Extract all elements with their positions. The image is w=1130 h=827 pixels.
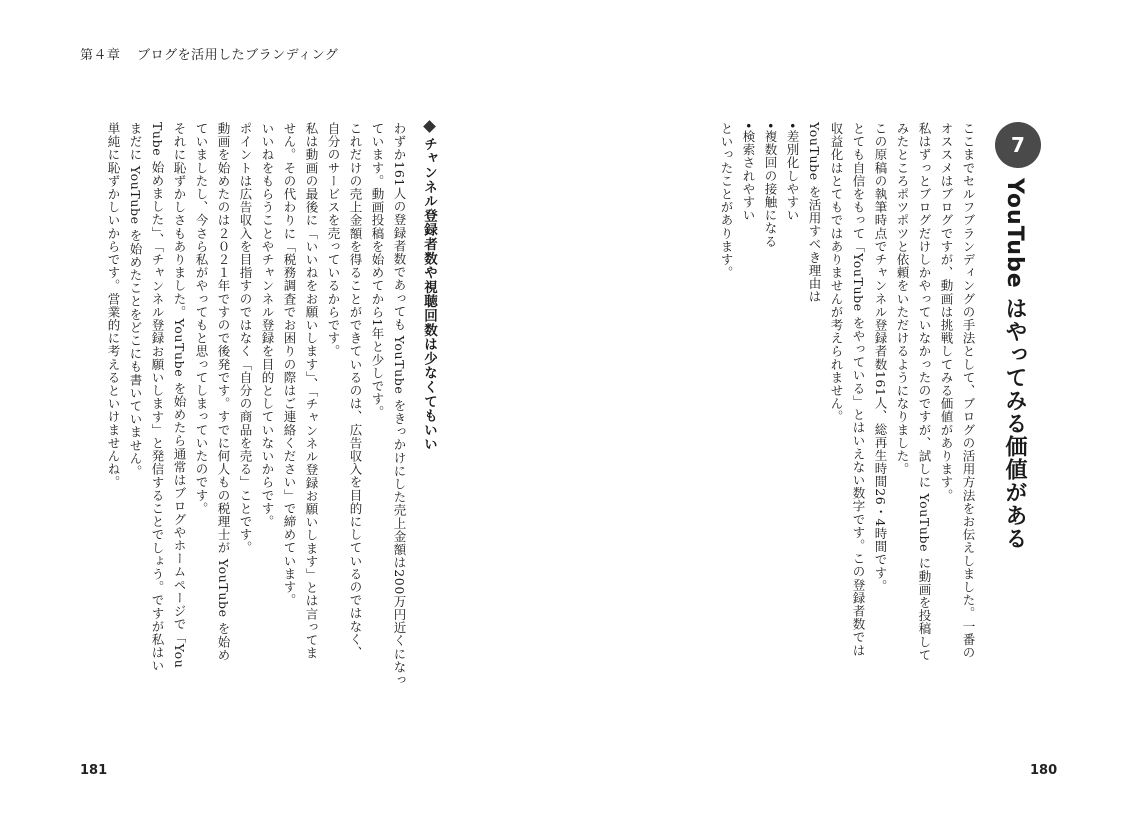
page-number-left: 181	[80, 763, 108, 778]
body-line: まだに YouTube を始めたことをどこにも書いていません。	[128, 122, 143, 479]
body-line: 自分のサービスを売っているからです。	[326, 122, 341, 358]
body-line: オススメはブログですが、動画は挑戦してみる価値があります。	[939, 122, 954, 502]
body-line: これだけの売上金額を得ることができているのは、広告収入を目的にしているのではなく、	[348, 122, 363, 660]
body-line: 収益化はとてもではありませんが考えられません。	[829, 122, 844, 424]
body-line: YouTube を活用すべき理由は	[807, 122, 822, 304]
page-number-right: 180	[1030, 763, 1058, 778]
bullet-item: •複数回の接触になる	[763, 122, 778, 248]
chapter-label: 第４章	[80, 48, 121, 63]
body-line: せん。その代わりに「税務調査でお困りの際はご連絡ください」で締めています。	[282, 122, 297, 607]
body-line: それに恥ずかしさもありました。YouTube を始めたら通常はブログやホームページで「You	[172, 122, 187, 669]
right-page-body	[663, 122, 979, 732]
spacer	[410, 122, 418, 732]
body-line: 動画を始めたのは２０２１年ですので後発です。すでに何人もの税理士が YouTube を始め	[216, 122, 231, 662]
diamond-bullet-icon	[423, 120, 436, 133]
section-number-badge: 7	[995, 122, 1041, 168]
body-line: ていましたし、今さら私がやってもと思ってしまっていたのです。	[194, 122, 209, 515]
body-line: わずか161人の登録者数であっても YouTube をきっかけにした売上金額は200万円近くになっ	[392, 122, 407, 687]
body-line: いいねをもらうことやチャンネル登録を目的としていないからです。	[260, 122, 275, 529]
body-line: Tube 始めました」、「チャンネル登録お願いします」と発信することでしょう。ですが私はい	[150, 122, 165, 673]
bullet-item: •差別化しやすい	[785, 122, 800, 222]
subheading-text: チャンネル登録者数や視聴回数は少なくてもいい	[421, 137, 437, 452]
body-line: みたところポツポツと依頼をいただけるようになりました。	[895, 122, 910, 476]
body-line: 私はずっとブログだけしかやっていなかったのですが、試しに YouTube に動画を投稿して	[917, 122, 932, 662]
bullet-item: •検索されやすい	[741, 122, 756, 222]
body-line: ここまでセルフブランディングの手法として、ブログの活用方法をお伝えしました。一番の	[961, 122, 976, 660]
chapter-title: ブログを活用したブランディング	[137, 48, 339, 63]
left-page-body	[80, 122, 440, 732]
subheading	[418, 122, 440, 732]
running-head	[80, 44, 338, 63]
body-line: といったことがあります。	[719, 122, 734, 280]
body-line: 単純に恥ずかしいからです。営業的に考えるといけませんね。	[106, 122, 121, 489]
body-line: ています。動画投稿を始めてから1年と少しです。	[370, 122, 385, 419]
section-title: YouTube はやってみる価値がある	[1002, 178, 1027, 551]
body-line: 私は動画の最後に「いいねをお願いします」、「チャンネル登録お願いします」とは言ってま	[304, 122, 319, 660]
body-line: ポイントは広告収入を目指すのではなく「自分の商品を売る」ことです。	[238, 122, 253, 555]
body-line: とても自信をもって「YouTube をやっている」とはいえない数字です。この登録者数では	[851, 122, 866, 657]
body-line: この原稿の執筆時点でチャンネル登録者数161人、総再生時間26・4時間です。	[873, 122, 888, 593]
